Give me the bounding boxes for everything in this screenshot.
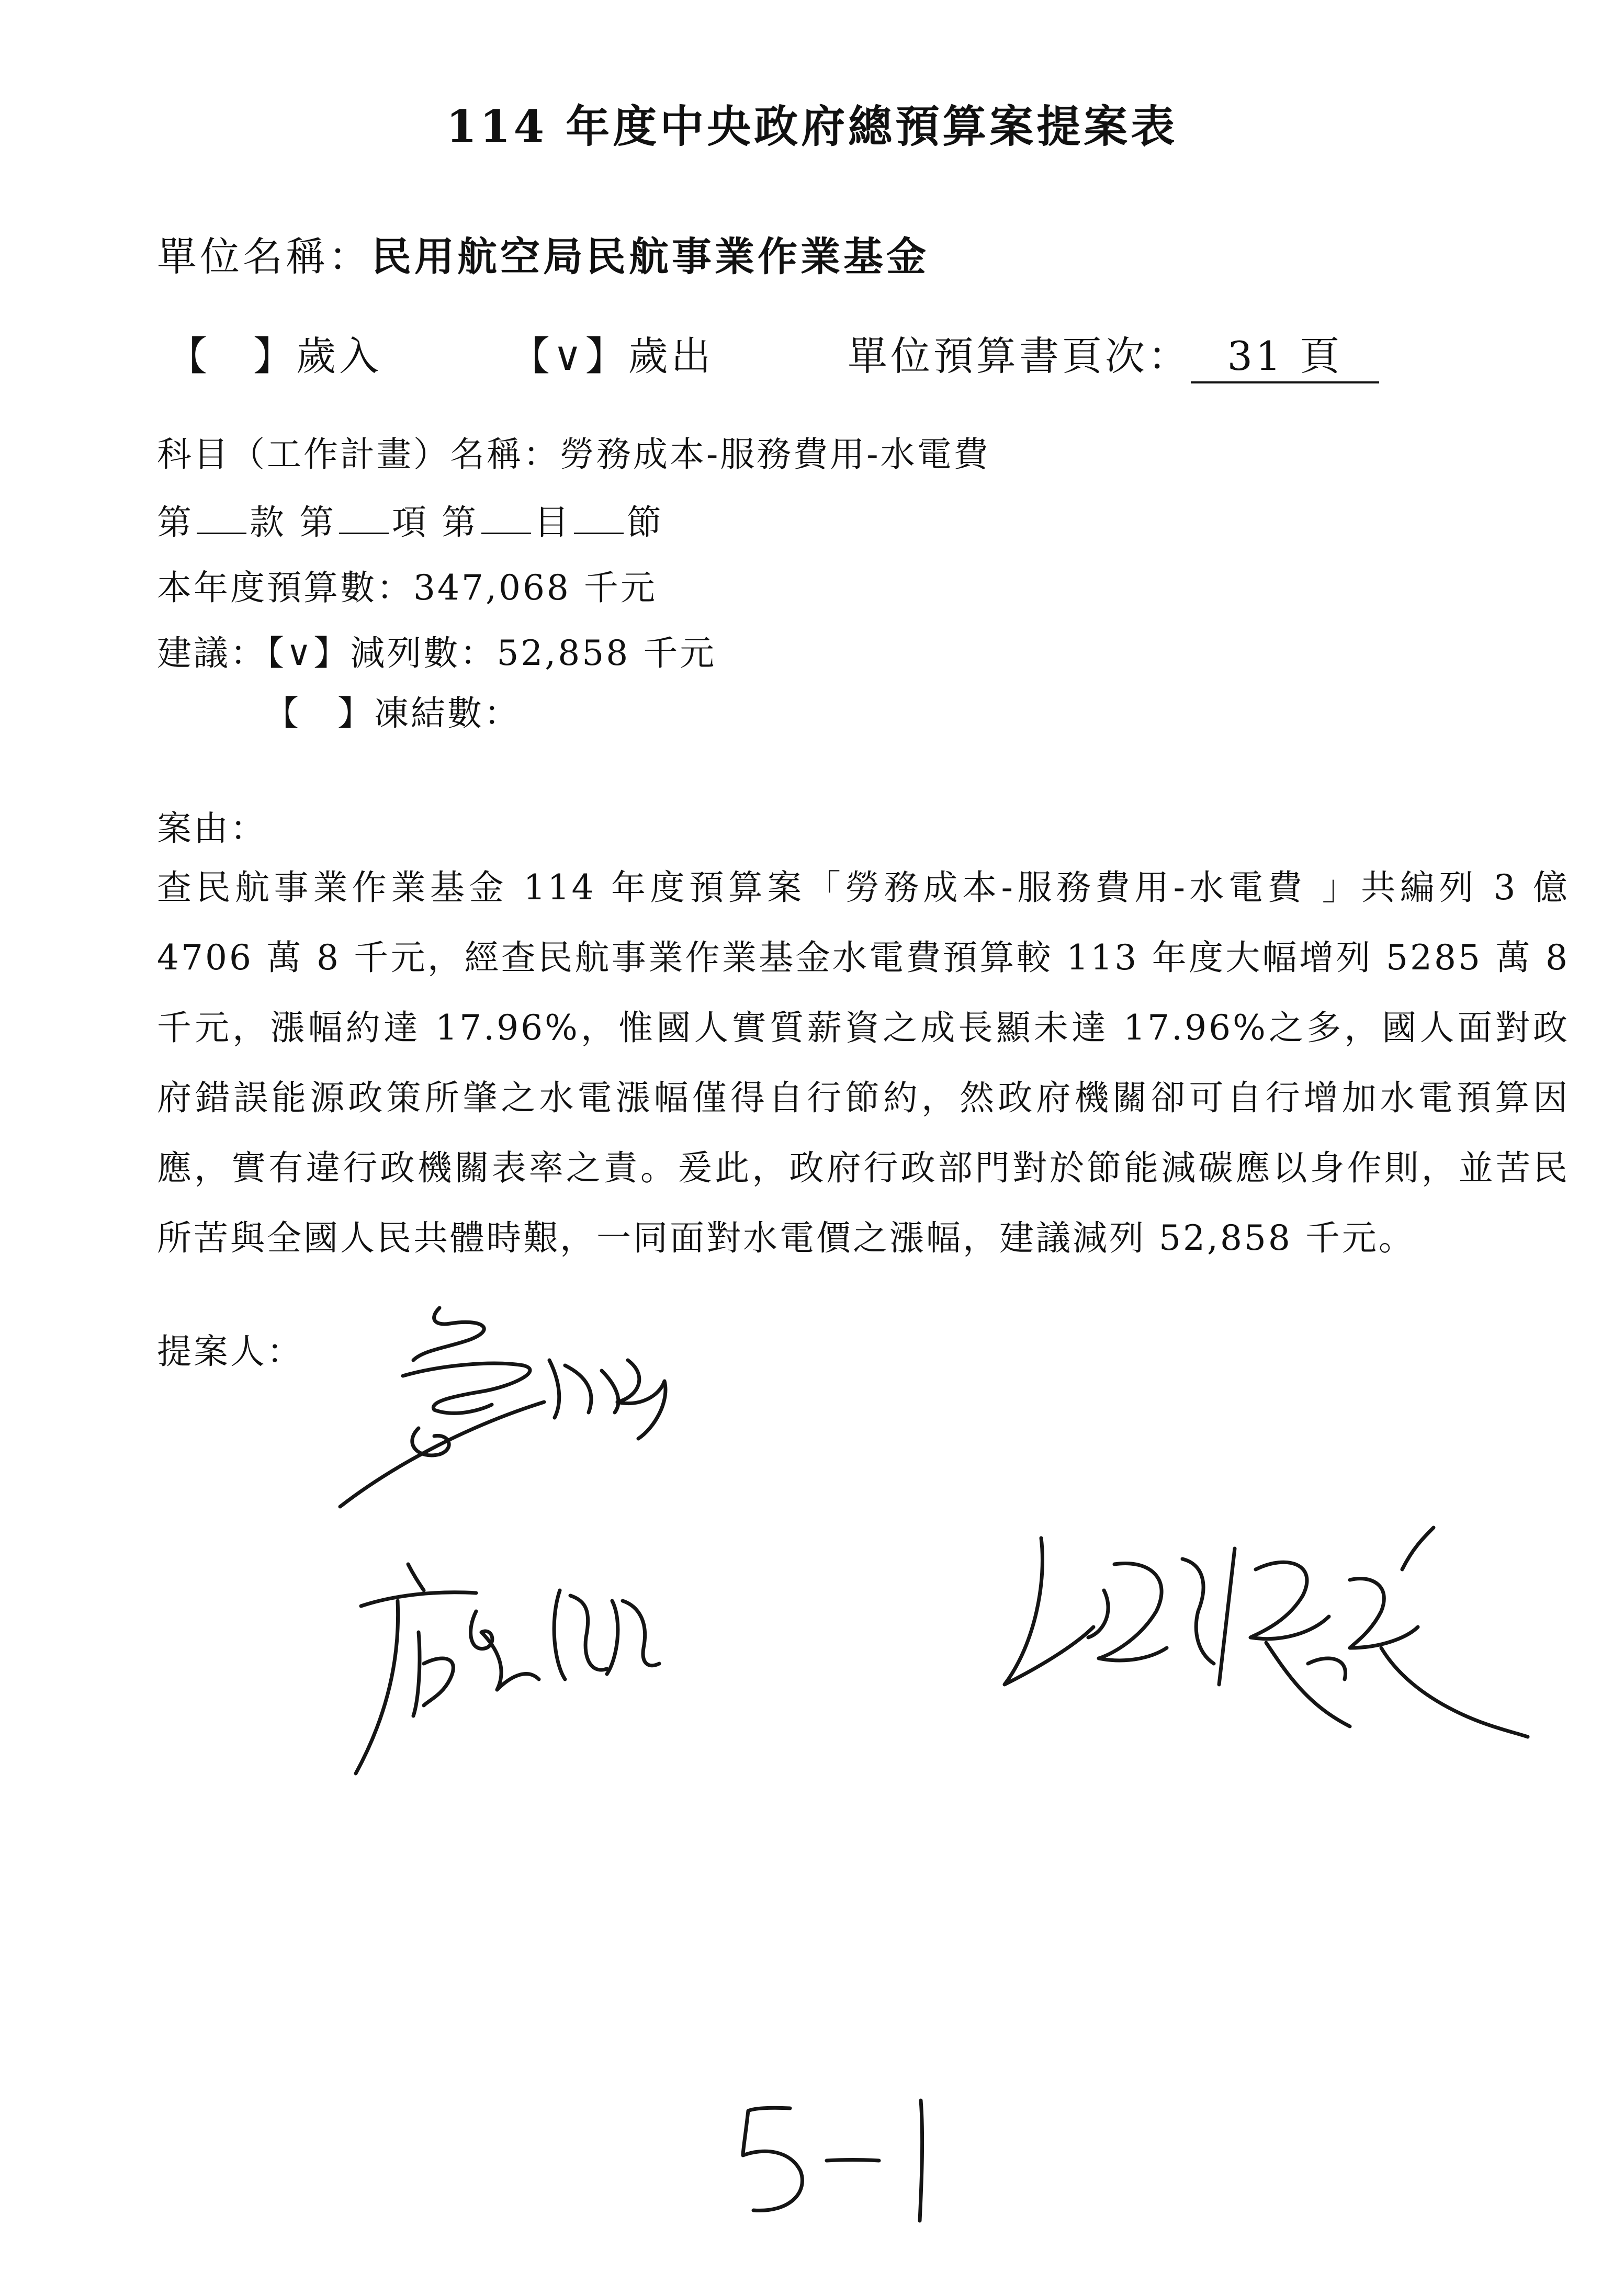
- revenue-box: 【 】: [167, 333, 296, 379]
- cut-value: 52,858 千元: [497, 633, 717, 673]
- revenue-label: 歲入: [296, 333, 382, 379]
- signature-3: [984, 1507, 1533, 1758]
- unit-name-row: [157, 225, 929, 282]
- section-blank-3: [481, 533, 531, 534]
- item-name-label: 科目（工作計畫）名稱：: [157, 434, 560, 474]
- item-name-value: 勞務成本-服務費用-水電費: [560, 434, 990, 474]
- document-title: 114 年度中央政府總預算案提案表: [446, 100, 1178, 152]
- reason-text: 查民航事業作業基金 114 年度預算案「勞務成本-服務費用-水電費 」共編列 3 億 4706 萬 8 千元，經查民航事業作業基金水電費預算較 113 年度大幅增列 5285 萬 8 千元，漲幅約達 17.96%，惟國人實質薪資之成長顯未達 17.96%之多，國人面對政府錯誤能源政策所肇之水電漲幅僅得自行節約，然政府機關卻可自行增加水電預算因應，實有違行政機關表率之責。爰此，政府行政部門對於節能減碳應以身作則，並苦民所苦與全國人民共體時艱，一同面對水電價之漲幅，建議減列 52,858 千元。: [157, 867, 1570, 1258]
- expense-label: 歲出: [628, 333, 714, 379]
- budget-page-label: 單位預算書頁次：: [848, 333, 1191, 379]
- section-text-4: 目: [534, 502, 571, 543]
- section-text-5: 節: [626, 502, 663, 543]
- reason-label: 案由：: [157, 808, 267, 849]
- revenue-checkbox: [167, 324, 382, 381]
- cut-box: 【∨】: [267, 633, 351, 673]
- section-text-1: 第: [157, 502, 194, 543]
- page-mark-5-1: [722, 2093, 963, 2229]
- section-text-3: 項 第: [391, 502, 478, 543]
- section-blank-1: [197, 533, 246, 534]
- cut-label: 減列數：: [350, 633, 497, 673]
- expense-box: 【∨】: [510, 333, 628, 379]
- section-blank-2: [339, 533, 389, 534]
- unit-name-value: 民用航空局民航事業作業基金: [371, 233, 929, 280]
- unit-name-label: 單位名稱：: [157, 233, 371, 280]
- budget-page-value: 31 頁: [1191, 324, 1379, 383]
- suggest-freeze-row: [264, 685, 521, 735]
- budget-page-row: [848, 324, 1379, 383]
- proposer-label: 提案人：: [157, 1331, 303, 1372]
- budget-amount-row: [157, 560, 657, 609]
- section-row: [157, 494, 663, 544]
- freeze-box: 【 】: [264, 693, 374, 733]
- budget-amount-label: 本年度預算數：: [157, 568, 413, 608]
- budget-amount-value: 347,068 千元: [413, 568, 657, 608]
- item-name-row: [157, 426, 990, 476]
- suggest-cut-row: [157, 625, 716, 675]
- section-text-2: 款 第: [250, 502, 336, 543]
- section-blank-4: [574, 533, 624, 534]
- expense-checkbox: [510, 324, 714, 381]
- suggest-label: 建議：: [157, 633, 267, 673]
- signature-1: [324, 1297, 701, 1517]
- freeze-label: 凍結數：: [374, 693, 521, 733]
- signature-2: [340, 1543, 696, 1779]
